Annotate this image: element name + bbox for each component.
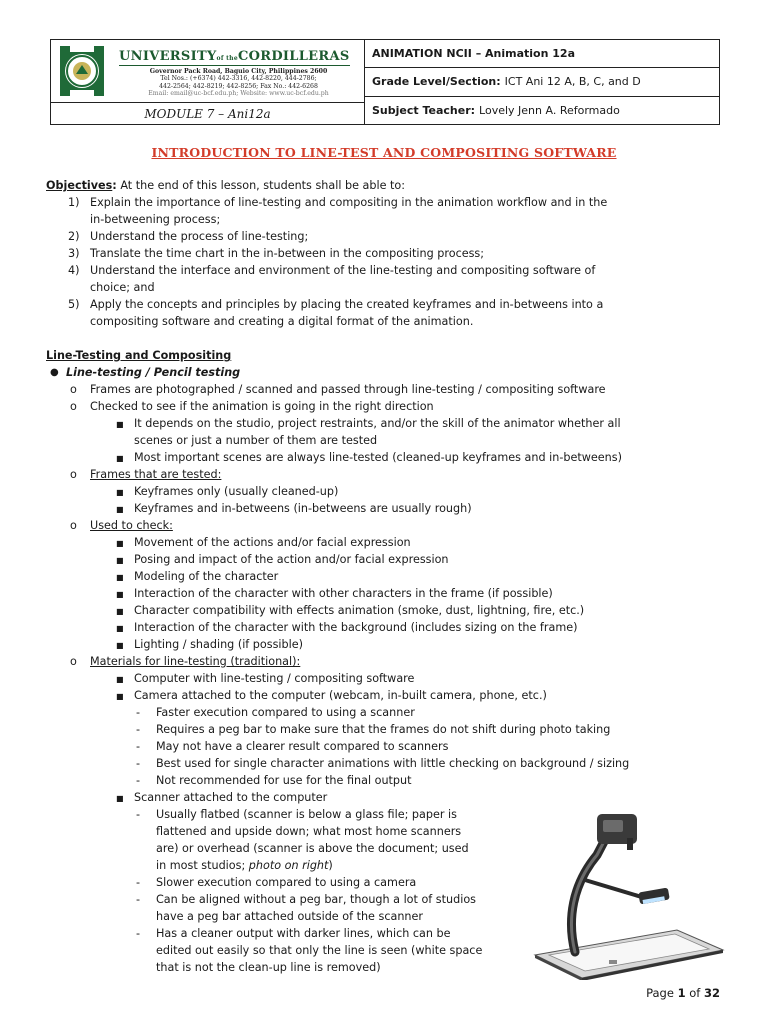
hollow-circle-icon: o	[70, 468, 77, 481]
square-bullet-icon: ■	[116, 607, 124, 616]
square-item-text: Keyframes only (usually cleaned-up)	[134, 485, 339, 498]
sub-item	[46, 466, 736, 483]
sub-item-text: Frames are photographed / scanned and passed through line-testing / compositing software	[90, 383, 606, 396]
dash-bullet-icon: -	[136, 706, 141, 719]
university-name: UNIVERSITYof theCORDILLERAS	[119, 48, 350, 64]
square-item	[46, 687, 736, 704]
dash-item-text-part: )	[328, 859, 333, 872]
hollow-circle-icon: o	[70, 383, 77, 396]
dash-bullet-icon: -	[136, 927, 141, 940]
dash-item-text: Usually flatbed (scanner is below a glass file; paper is	[156, 808, 457, 821]
sub-item-heading: Used to check:	[90, 519, 173, 532]
dash-bullet-icon: -	[136, 876, 141, 889]
square-item-text: Modeling of the character	[134, 570, 279, 583]
objective-text: Explain the importance of line-testing and compositing in the animation workflow and in the	[90, 196, 608, 209]
square-bullet-icon: ■	[116, 454, 124, 463]
dash-item-text: Not recommended for use for the final output	[156, 774, 412, 787]
dash-item	[46, 738, 736, 755]
grade-cell	[365, 67, 719, 95]
objective-item	[46, 296, 736, 313]
square-item-text: Movement of the actions and/or facial expression	[134, 536, 411, 549]
sub-item	[46, 517, 736, 534]
dash-item-text: flattened and upside down; what most home scanners	[156, 825, 462, 838]
page-of-label: of	[689, 986, 701, 1000]
grade-label: Grade Level/Section:	[372, 75, 501, 89]
square-bullet-icon: ■	[116, 573, 124, 582]
dash-item-text: Faster execution compared to using a scanner	[156, 706, 415, 719]
objective-number: 5)	[68, 298, 80, 311]
square-item-text: scenes or just a number of them are tested	[134, 434, 378, 447]
dash-bullet-icon: -	[136, 757, 141, 770]
square-item-text: Interaction of the character with other characters in the frame (if possible)	[134, 587, 553, 600]
university-block	[51, 40, 364, 103]
teacher-value: Lovely Jenn A. Reformado	[479, 103, 620, 117]
objective-number: 1)	[68, 196, 80, 209]
objective-text: Understand the process of line-testing;	[90, 230, 309, 243]
objectives-label: Objectives	[46, 179, 113, 192]
square-item	[46, 449, 736, 466]
square-bullet-icon: ■	[116, 488, 124, 497]
objective-text: Translate the time chart in the in-between in the compositing process;	[90, 247, 485, 260]
square-item-text: Computer with line-testing / compositing software	[134, 672, 415, 685]
hollow-circle-icon: o	[70, 655, 77, 668]
page-number: 1	[677, 986, 686, 1000]
dash-item-text: have a peg bar attached outside of the scanner	[156, 910, 423, 923]
square-bullet-icon: ■	[116, 539, 124, 548]
objective-item-cont	[46, 211, 736, 228]
objective-item	[46, 245, 736, 262]
square-item	[46, 585, 736, 602]
page-footer	[646, 986, 720, 1000]
sub-item-heading: Materials for line-testing (traditional):	[90, 655, 301, 668]
objective-text: choice; and	[90, 281, 155, 294]
objective-text: compositing software and creating a digital format of the animation.	[90, 315, 474, 328]
square-item-text: Most important scenes are always line-tested (cleaned-up keyframes and in-betweens)	[134, 451, 622, 464]
dash-bullet-icon: -	[136, 774, 141, 787]
page-label: Page	[646, 986, 674, 1000]
square-item	[46, 670, 736, 687]
objective-text: Understand the interface and environment of the line-testing and compositing software of	[90, 264, 596, 277]
hollow-circle-icon: o	[70, 519, 77, 532]
dash-item-text-part: in most studios;	[156, 859, 249, 872]
square-item-text: Interaction of the character with the background (includes sizing on the frame)	[134, 621, 578, 634]
dash-item-text: Slower execution compared to using a camera	[156, 876, 417, 889]
dash-item	[46, 755, 736, 772]
dash-item	[46, 721, 736, 738]
dash-item	[46, 772, 736, 789]
objective-number: 2)	[68, 230, 80, 243]
university-contact	[119, 68, 364, 98]
dash-item-text-italic: photo on right	[248, 859, 329, 872]
square-item	[46, 551, 736, 568]
dash-item-text: Best used for single character animations with little checking on background / sizing	[156, 757, 630, 770]
header-right	[365, 40, 719, 124]
university-tel-1: Tel Nos.: (+6374) 442-3316, 442-8220, 444-2786;	[160, 75, 317, 83]
objectives-intro	[46, 177, 736, 194]
dash-item-text: May not have a clearer result compared to scanners	[156, 740, 449, 753]
objective-item	[46, 194, 736, 211]
objective-text: in-betweening process;	[90, 213, 221, 226]
square-item	[46, 415, 736, 432]
objective-item	[46, 228, 736, 245]
objective-item-cont	[46, 279, 736, 296]
lesson-title: INTRODUCTION TO LINE-TEST AND COMPOSITING SOFTWARE	[151, 145, 617, 160]
sub-item	[46, 653, 736, 670]
sub-item	[46, 381, 736, 398]
square-item-text: Keyframes and in-betweens (in-betweens are usually rough)	[134, 502, 472, 515]
header-left	[51, 40, 365, 124]
module-label: MODULE 7 – Ani12a	[144, 106, 271, 121]
university-email: Email: email@uc-bcf.edu.ph; Website: www.uc-bcf.edu.ph	[148, 89, 329, 97]
bullet-dot-icon: ●	[50, 367, 59, 378]
page-total: 32	[703, 986, 720, 1000]
overhead-scanner-photo	[527, 810, 727, 980]
bullet-text: Line-testing / Pencil testing	[66, 366, 241, 379]
square-item	[46, 568, 736, 585]
square-item-cont	[46, 432, 736, 449]
square-bullet-icon: ■	[116, 505, 124, 514]
square-item-text: Posing and impact of the action and/or facial expression	[134, 553, 449, 566]
module-header	[50, 39, 720, 125]
square-item-text: Camera attached to the computer (webcam, in-built camera, phone, etc.)	[134, 689, 547, 702]
square-item	[46, 500, 736, 517]
dash-bullet-icon: -	[136, 740, 141, 753]
square-item	[46, 483, 736, 500]
objectives-intro-text: At the end of this lesson, students shall be able to:	[116, 179, 406, 192]
section-heading: Line-Testing and Compositing	[46, 349, 232, 362]
square-item-text: Lighting / shading (if possible)	[134, 638, 303, 651]
grade-value: ICT Ani 12 A, B, C, and D	[504, 75, 641, 89]
university-tel-2: 442-2564; 442-8219; 442-8256; Fax No.: 442-6268	[159, 82, 318, 90]
square-item	[46, 636, 736, 653]
square-bullet-icon: ■	[116, 794, 124, 803]
dash-item-text: edited out easily so that only the line is seen (white space	[156, 944, 483, 957]
square-bullet-icon: ■	[116, 590, 124, 599]
bullet-item	[46, 364, 736, 381]
hollow-circle-icon: o	[70, 400, 77, 413]
objectives-colon: :	[112, 179, 117, 192]
sub-item	[46, 398, 736, 415]
square-item	[46, 789, 736, 806]
objective-number: 4)	[68, 264, 80, 277]
dash-item-text: Requires a peg bar to make sure that the frames do not shift during photo taking	[156, 723, 611, 736]
university-info	[113, 45, 364, 98]
course-cell	[365, 40, 719, 67]
teacher-cell	[365, 96, 719, 124]
square-item-text: It depends on the studio, project restraints, and/or the skill of the animator whether all	[134, 417, 621, 430]
objective-item	[46, 262, 736, 279]
square-item	[46, 534, 736, 551]
square-bullet-icon: ■	[116, 420, 124, 429]
university-address: Governor Pack Road, Baguio City, Philippines 2600	[149, 67, 328, 75]
sub-item-heading: Frames that are tested:	[90, 468, 222, 481]
university-seal-logo	[51, 40, 113, 102]
square-item-text: Scanner attached to the computer	[134, 791, 328, 804]
dash-item-text: Has a cleaner output with darker lines, which can be	[156, 927, 451, 940]
dash-bullet-icon: -	[136, 723, 141, 736]
square-bullet-icon: ■	[116, 641, 124, 650]
dash-item-text: that is not the clean-up line is removed)	[156, 961, 381, 974]
teacher-label: Subject Teacher:	[372, 103, 476, 117]
course-name: ANIMATION NCII – Animation 12a	[372, 47, 576, 61]
objective-text: Apply the concepts and principles by placing the created keyframes and in-betweens into a	[90, 298, 604, 311]
dash-bullet-icon: -	[136, 893, 141, 906]
square-item-text: Character compatibility with effects animation (smoke, dust, lightning, fire, etc.)	[134, 604, 585, 617]
square-bullet-icon: ■	[116, 692, 124, 701]
sub-item-text: Checked to see if the animation is going in the right direction	[90, 400, 434, 413]
dash-bullet-icon: -	[136, 808, 141, 821]
dash-item	[46, 704, 736, 721]
objective-item-cont	[46, 313, 736, 330]
square-bullet-icon: ■	[116, 624, 124, 633]
square-item	[46, 619, 736, 636]
objective-number: 3)	[68, 247, 80, 260]
dash-item-text: are) or overhead (scanner is above the document; used	[156, 842, 469, 855]
dash-item-text: Can be aligned without a peg bar, though a lot of studios	[156, 893, 476, 906]
square-bullet-icon: ■	[116, 675, 124, 684]
square-item	[46, 602, 736, 619]
square-bullet-icon: ■	[116, 556, 124, 565]
